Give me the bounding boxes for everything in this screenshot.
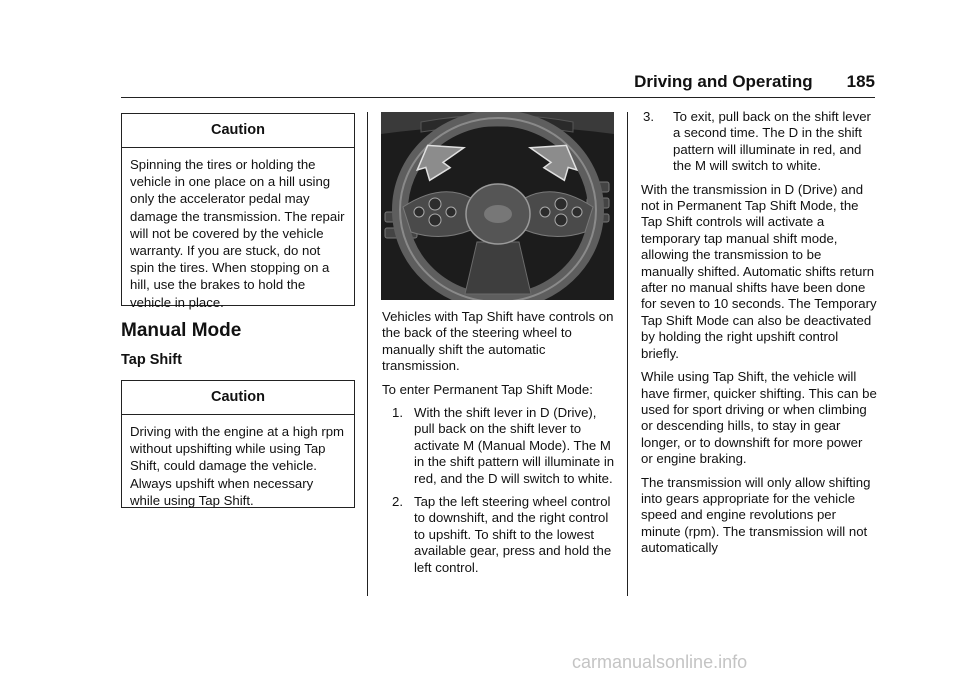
- caution-box-tires: [121, 113, 355, 310]
- list-item: [641, 109, 877, 175]
- body-paragraph: While using Tap Shift, the vehicle will have firmer, quicker shifting. This can be used for sport driving or when climbing or descending hills, to stay in gear longer, or to downshift for more power or engine braking.: [641, 369, 877, 467]
- steering-wheel-drawing: [381, 112, 614, 300]
- watermark-text: carmanualsonline.info: [572, 652, 748, 672]
- lead-paragraph: To enter Permanent Tap Shift Mode:: [382, 381, 593, 397]
- column-2-text: [382, 309, 618, 583]
- subsection-title: Tap Shift: [121, 352, 182, 368]
- column-divider-1: [367, 112, 368, 596]
- column-3-text: [641, 109, 877, 564]
- step-text: To exit, pull back on the shift lever a second time. The D in the shift pattern will illuminate in red, and the M will switch to white.: [673, 109, 871, 174]
- caution-title: Caution: [122, 114, 354, 148]
- step-number: 3.: [643, 109, 654, 124]
- body-paragraph: With the transmission in D (Drive) and not in Permanent Tap Shift Mode, the Tap Shift controls will activate a temporary tap manual shift mode, allowing the transmission to be manually shifted. Automatic shifts return after no manual shifts have been done for seven to 10 seconds. The Temporary Tap Shift Mode can also be deactivated by holding the right upshift control briefly.: [641, 181, 877, 361]
- intro-paragraph: Vehicles with Tap Shift have controls on the back of the steering wheel to manually shift the automatic transmission.: [382, 309, 614, 374]
- column-divider-2: [627, 112, 628, 596]
- steering-wheel-illustration: [381, 112, 614, 300]
- step-number: 2.: [392, 494, 403, 510]
- body-paragraph: The transmission will only allow shifting into gears appropriate for the vehicle speed and engine revolutions per minute (rpm). The transmission will not automatically: [641, 474, 871, 556]
- step-number: 1.: [392, 405, 403, 421]
- list-item: [382, 494, 618, 576]
- page-header: [0, 72, 875, 94]
- header-section-title: Driving and Operating: [634, 72, 813, 91]
- header-rule: [121, 97, 875, 98]
- steps-list: [382, 405, 618, 576]
- caution-body: Spinning the tires or holding the vehicle in one place on a hill using only the accelerator pedal may damage the transmission. The repair will not be covered by the vehicle warranty. If you are stuck, do not spin the tires. When stopping on a hill, use the brakes to hold the vehicle in place.: [130, 157, 345, 310]
- list-item: [382, 405, 618, 487]
- section-title: Manual Mode: [121, 320, 242, 341]
- steps-list: [641, 109, 877, 175]
- page-number: 185: [846, 72, 875, 91]
- caution-body: Driving with the engine at a high rpm without upshifting while using Tap Shift, could damage the vehicle. Always upshift when necessary while using Tap Shift.: [130, 424, 345, 508]
- caution-box-tap-shift: [121, 380, 355, 508]
- step-text: Tap the left steering wheel control to downshift, and the right control to upshift. To shift to the lowest available gear, press and hold the left control.: [414, 494, 612, 575]
- caution-title: Caution: [122, 381, 354, 415]
- step-text: With the shift lever in D (Drive), pull back on the shift lever to activate M (Manual Mode). The M in the shift pattern will illuminate in red, and the D will switch to white.: [414, 405, 615, 486]
